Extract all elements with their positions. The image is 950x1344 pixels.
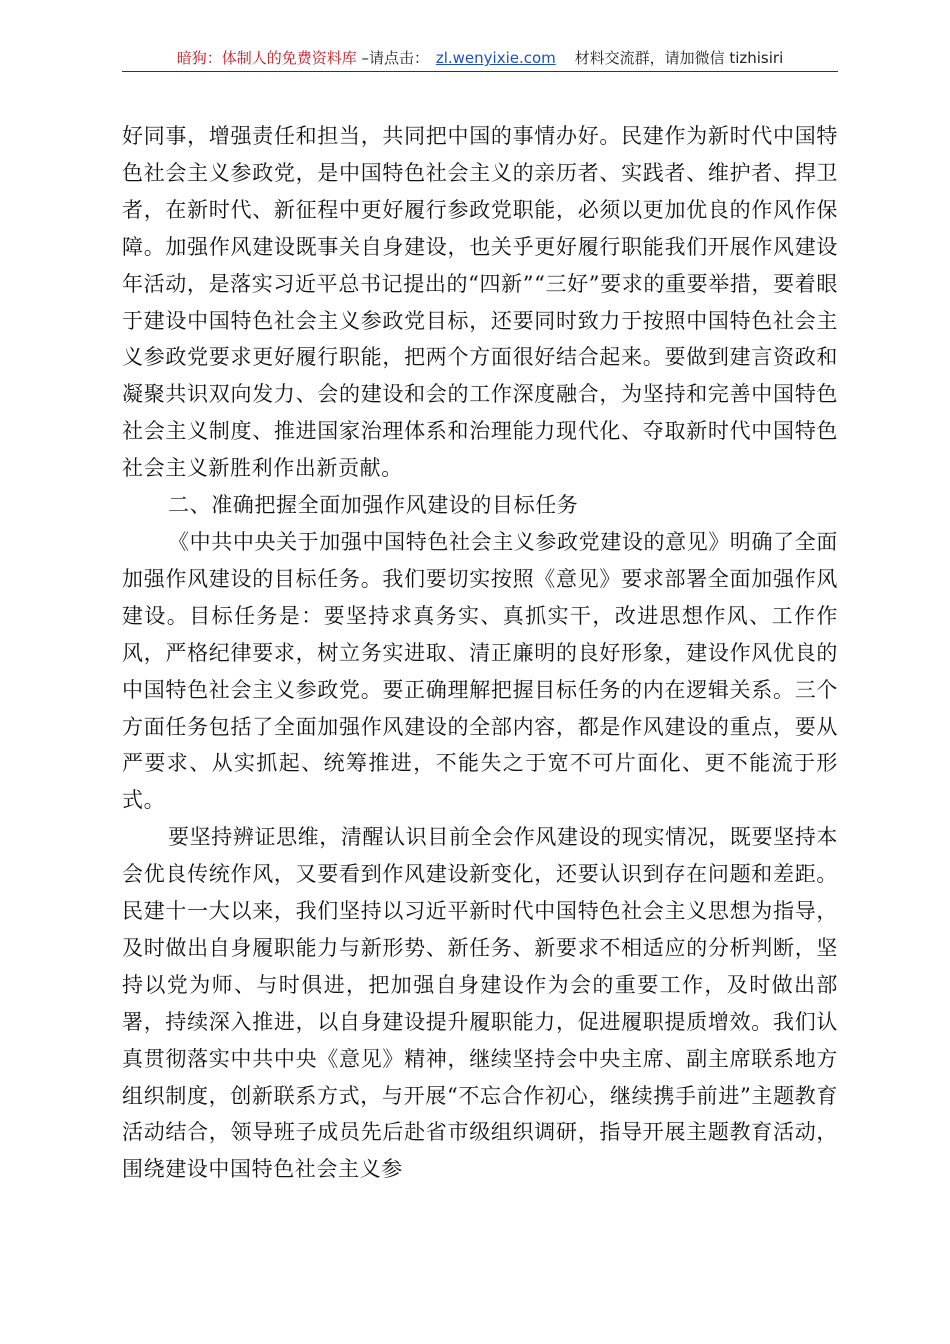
header-divider xyxy=(122,71,838,72)
paragraph: 要坚持辨证思维，清醒认识目前全会作风建设的现实情况，既要坚持本会优良传统作风，又要看到作风建设新变化，还要认识到存在问题和差距。民建十一大以来，我们坚持以习近平新时代中国特色社会主义思想为指导，及时做出自身履职能力与新形势、新任务、新要求不相适应的分析判断，坚持以党为师、与时俱进，把加强自身建设作为会的重要工作，及时做出部署，持续深入推进，以自身建设提升履职能力，促进履职提质增效。我们认真贯彻落实中共中央《意见》精神，继续坚持会中央主席、副主席联系地方组织制度，创新联系方式，与开展“不忘合作初心，继续携手前进”主题教育活动结合，领导班子成员先后赴省市级组织调研，指导开展主题教育活动，围绕建设中国特色社会主义参 xyxy=(122,825,838,1182)
paragraph: 《中共中央关于加强中国特色社会主义参政党建设的意见》明确了全面加强作风建设的目标任务。我们要切实按照《意见》要求部署全面加强作风建设。目标任务是：要坚持求真务实、真抓实干，改进思想作风、工作作风，严格纪律要求，树立务实进取、清正廉明的良好形象，建设作风优良的中国特色社会主义参政党。要正确理解把握目标任务的内在逻辑关系。三个方面任务包括了全面加强作风建设的全部内容，都是作风建设的重点，要从严要求、从实抓起、统筹推进，不能失之于宽不可片面化、更不能流于形式。 xyxy=(122,529,838,813)
header-link[interactable]: zl.wenyixie.com xyxy=(435,49,556,67)
header-brand: 暗狗：体制人的免费资料库 xyxy=(176,49,357,67)
document-body xyxy=(122,118,838,1188)
header-prompt: –请点击： xyxy=(361,49,430,67)
section-heading: 二、准确把握全面加强作风建设的目标任务 xyxy=(168,493,579,518)
header-group-info: 材料交流群，请加微信 tizhisiri xyxy=(574,49,784,67)
paragraph-continued: 好同事，增强责任和担当，共同把中国的事情办好。民建作为新时代中国特色社会主义参政党，是中国特色社会主义的亲历者、实践者、维护者、捍卫者，在新时代、新征程中更好履行参政党职能，必须以更加优良的作风作保障。加强作风建设既事关自身建设，也关乎更好履行职能我们开展作风建设年活动，是落实习近平总书记提出的“四新”“三好”要求的重要举措，要着眼于建设中国特色社会主义参政党目标，还要同时致力于按照中国特色社会主义参政党要求更好履行职能，把两个方面很好结合起来。要做到建言资政和凝聚共识双向发力、会的建设和会的工作深度融合，为坚持和完善中国特色社会主义制度、推进国家治理体系和治理能力现代化、夺取新时代中国特色社会主义新胜利作出新贡献。 xyxy=(122,124,838,481)
page-header xyxy=(122,46,838,72)
